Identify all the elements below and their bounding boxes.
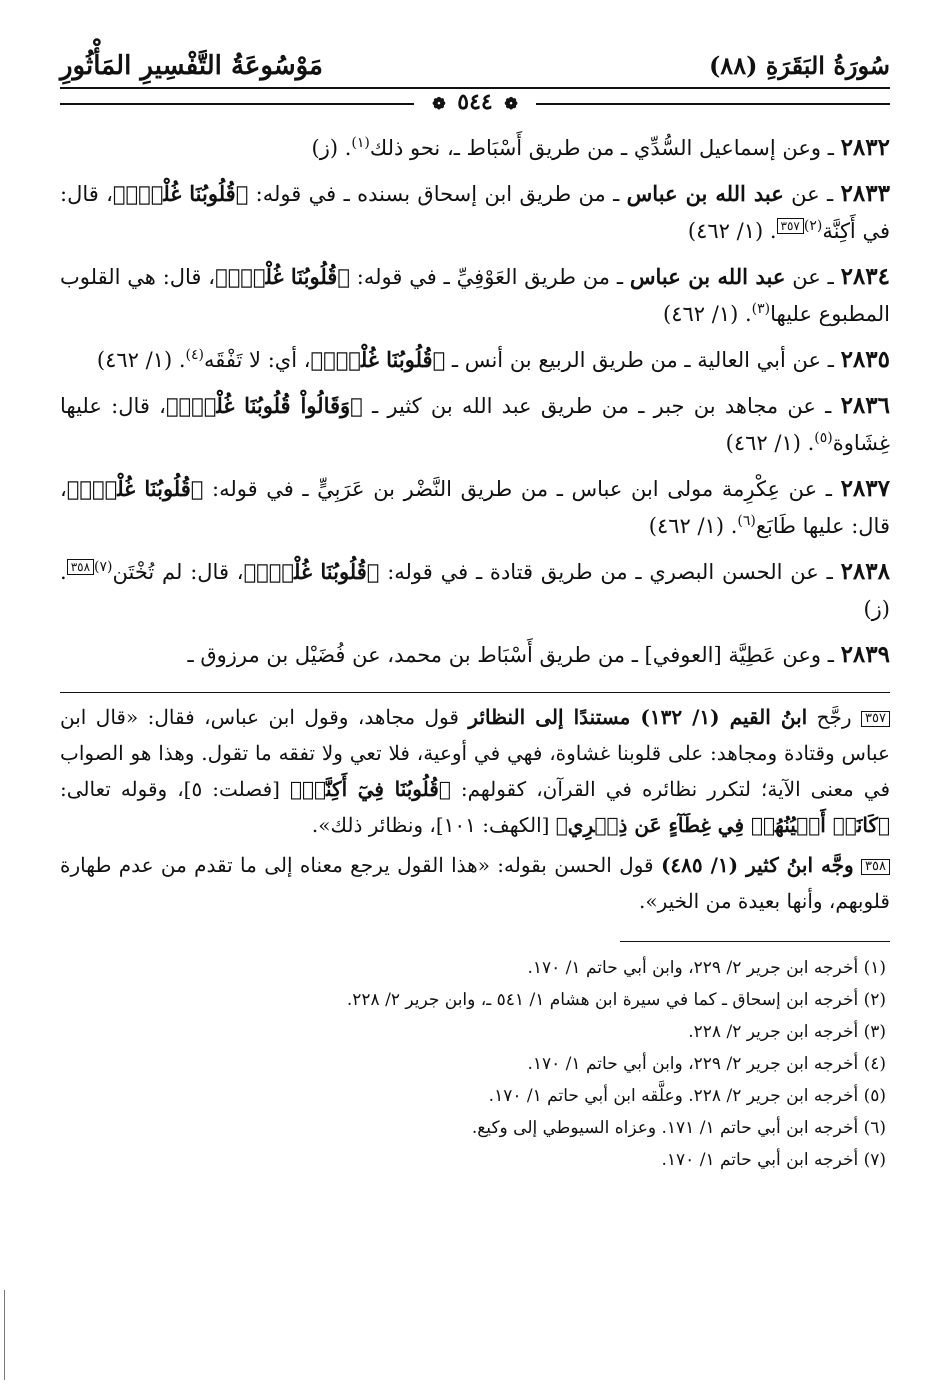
commentary-ref-box[interactable]: ٣٥٨ bbox=[67, 559, 94, 575]
running-header bbox=[60, 45, 890, 89]
narration-2833 bbox=[60, 175, 890, 250]
narration-number: ٢٨٣٩ bbox=[840, 641, 890, 668]
narration-2832 bbox=[60, 129, 890, 167]
commentary-text: قول الحسن بقوله: «هذا القول يرجع معناه إلى ما تقدم من عدم طهارة قلوبهم، وأنها بعيدة من الخير». bbox=[60, 853, 890, 913]
footnote-3: (٣) أخرجه ابن جرير ٢/ ٢٢٨. bbox=[688, 1022, 886, 1042]
footnote-4: (٤) أخرجه ابن جرير ٢/ ٢٢٩، وابن أبي حاتم ١/ ١٧٠. bbox=[527, 1054, 886, 1074]
narration-2834 bbox=[60, 258, 890, 333]
narration-text: ـ من طريق ابن إسحاق بسنده ـ في قوله: bbox=[248, 182, 627, 206]
narration-text: ـ عن الحسن البصري ـ من طريق قتادة ـ في قوله: bbox=[379, 560, 833, 584]
narration-number: ٢٨٣٧ bbox=[840, 475, 890, 502]
footnote-divider bbox=[620, 941, 890, 942]
page-number-wrap bbox=[414, 89, 536, 115]
commentary-ref-box[interactable]: ٣٥٧ bbox=[777, 218, 804, 234]
footnote-ref[interactable]: (٣) bbox=[751, 301, 771, 317]
scholar-ref: ابنُ القيم (١/ ١٣٢) مستندًا إلى النظائر bbox=[468, 705, 808, 729]
narration-2836 bbox=[60, 387, 890, 462]
quran-quote: ﴿قُلُوبُنَا غُلْفٌۚ﴾ bbox=[243, 559, 380, 584]
quran-quote: ﴿وَقَالُواْ قُلُوبُنَا غُلْفٌۚ﴾ bbox=[165, 393, 363, 418]
footnote-ref[interactable]: (٢) bbox=[803, 218, 823, 234]
narration-source: . (١/ ٤٦٢) bbox=[725, 431, 815, 455]
narration-text: ـ عن bbox=[785, 265, 834, 289]
scholar-ref: وجَّه ابنُ كثير (١/ ٤٨٥) bbox=[660, 853, 854, 877]
commentary-text: رجَّح bbox=[807, 705, 862, 729]
narration-text: ـ عن مجاهد بن جبر ـ من طريق عبد الله بن كثير ـ bbox=[362, 394, 832, 418]
narrator-name: عبد الله بن عباس bbox=[629, 264, 786, 289]
narration-source: . (١/ ٤٦٢) bbox=[96, 348, 186, 372]
narration-number: ٢٨٣٤ bbox=[840, 263, 890, 290]
narration-text: ، قال: عليها غِشَاوة bbox=[60, 394, 890, 455]
narration-text: ، أي: لا تَفْقَه bbox=[204, 348, 311, 372]
narrations bbox=[60, 129, 890, 674]
narration-source: . (١/ ٤٦٢) bbox=[663, 302, 752, 326]
quran-quote: ﴿قُلُوبُنَا غُلْفٌۚ﴾ bbox=[66, 476, 204, 501]
quran-quote: ﴿قُلُوبُنَا غُلْفٌۚ﴾ bbox=[215, 264, 350, 289]
footnote-5: (٥) أخرجه ابن جرير ٢/ ٢٢٨. وعلَّقه ابن أبي حاتم ١/ ١٧٠. bbox=[488, 1086, 886, 1106]
footnote-ref[interactable]: (١) bbox=[351, 135, 370, 151]
narration-text: ، قال: هي القلوب المطبوع عليها bbox=[60, 265, 890, 326]
quran-quote: ﴿كَانَتۡ أَعۡيُنُهُمۡ فِي غِطَآءٍ عَن ذِكۡرِي﴾ bbox=[555, 813, 890, 837]
narration-text: ـ عن bbox=[783, 182, 834, 206]
narration-number: ٢٨٣٢ bbox=[840, 134, 890, 161]
encyclopedia-title: مَوْسُوعَةُ التَّفْسِيرِ المَأْثُورِ bbox=[60, 51, 323, 81]
footnotes bbox=[60, 952, 890, 1176]
narration-2838 bbox=[60, 553, 890, 628]
commentary-number-box: ٣٥٧ bbox=[861, 711, 890, 727]
commentary-text: قول مجاهد، وقول ابن عباس، فقال: «قال ابن عباس وقتادة ومجاهد: على قلوبنا غشاوة، فهي في أوعية، فلا تعي ولا تفقه ما تقول. وهذا هو الصواب في معنى الآية؛ لتكرر نظائره في القرآن، كقولهم: bbox=[60, 705, 891, 801]
quran-quote: ﴿قُلُوبُنَا فِيٓ أَكِنَّةٖ﴾ bbox=[290, 777, 451, 801]
commentary-358 bbox=[60, 847, 890, 919]
narration-text: ، قال: عليها طَابَع bbox=[60, 477, 890, 538]
narration-text: ـ وعن عَطِيَّة [العوفي] ـ من طريق أَسْبَاط بن محمد، عن فُضَيْل بن مرزوق ـ bbox=[187, 643, 834, 667]
footnote-1: (١) أخرجه ابن جرير ٢/ ٢٢٩، وابن أبي حاتم ١/ ١٧٠. bbox=[527, 958, 886, 978]
document-page bbox=[60, 45, 890, 1365]
footnote-ref[interactable]: (٦) bbox=[737, 513, 756, 529]
narration-number: ٢٨٣٣ bbox=[840, 180, 890, 207]
narration-text: ـ عن عِكْرِمة مولى ابن عباس ـ من طريق النَّضْر بن عَرَبِيٍّ ـ في قوله: bbox=[203, 477, 832, 501]
narration-source: . (١/ ٤٦٢) bbox=[648, 514, 738, 538]
footnote-6: (٦) أخرجه ابن أبي حاتم ١/ ١٧١. وعزاه السيوطي إلى وكيع. bbox=[471, 1118, 886, 1138]
commentary-number-box: ٣٥٨ bbox=[861, 859, 890, 875]
footnote-2: (٢) أخرجه ابن إسحاق ـ كما في سيرة ابن هشام ١/ ٥٤١ ـ، وابن جرير ٢/ ٢٢٨. bbox=[346, 990, 886, 1010]
footnote-ref[interactable]: (٤) bbox=[185, 347, 205, 363]
narration-text: ـ وعن إسماعيل السُّدِّي ـ من طريق أَسْبَاط ـ، نحو ذلك bbox=[369, 136, 834, 160]
commentary-357 bbox=[60, 699, 890, 843]
narration-source: . (١/ ٤٦٢) bbox=[687, 219, 777, 243]
scan-edge-mark bbox=[4, 1290, 5, 1380]
commentary-text bbox=[854, 853, 861, 877]
narration-text: ـ عن أبي العالية ـ من طريق الربيع بن أنس ـ bbox=[445, 348, 834, 372]
ornament-left-icon: ❁ bbox=[432, 94, 446, 113]
narration-2837 bbox=[60, 470, 890, 545]
narration-2839 bbox=[60, 636, 890, 674]
commentary-text: [الكهف: ١٠١]، ونظائر ذلك». bbox=[311, 813, 556, 837]
footnote-ref[interactable]: (٧) bbox=[94, 559, 113, 575]
narration-source: . (ز) bbox=[311, 136, 352, 160]
page-number-bar bbox=[60, 89, 890, 121]
narration-source: . (ز) bbox=[60, 560, 890, 621]
page-number: ٥٤٤ bbox=[457, 89, 493, 115]
footnote-7: (٧) أخرجه ابن أبي حاتم ١/ ١٧٠. bbox=[661, 1150, 886, 1170]
narration-text: ـ من طريق العَوْفِيِّ ـ في قوله: bbox=[349, 265, 630, 289]
narration-number: ٢٨٣٨ bbox=[840, 558, 890, 585]
ornament-right-icon: ❁ bbox=[504, 94, 518, 113]
narration-number: ٢٨٣٦ bbox=[840, 392, 890, 419]
narration-number: ٢٨٣٥ bbox=[840, 346, 890, 373]
narration-text: ، قال: في أَكِنَّة bbox=[60, 182, 890, 243]
commentary-text: [فصلت: ٥]، وقوله تعالى: bbox=[60, 777, 290, 801]
quran-quote: ﴿قُلُوبُنَا غُلْفٌۚ﴾ bbox=[112, 181, 249, 206]
narration-text: ، قال: لم تُخْتَن bbox=[112, 560, 244, 584]
surah-title: سُورَةُ البَقَرَةِ (٨٨) bbox=[708, 51, 890, 80]
narration-2835 bbox=[60, 341, 890, 379]
footnote-ref[interactable]: (٥) bbox=[814, 430, 833, 446]
commentary-section bbox=[60, 692, 890, 919]
narrator-name: عبد الله بن عباس bbox=[626, 181, 784, 206]
quran-quote: ﴿قُلُوبُنَا غُلْفٌۚ﴾ bbox=[310, 347, 446, 372]
